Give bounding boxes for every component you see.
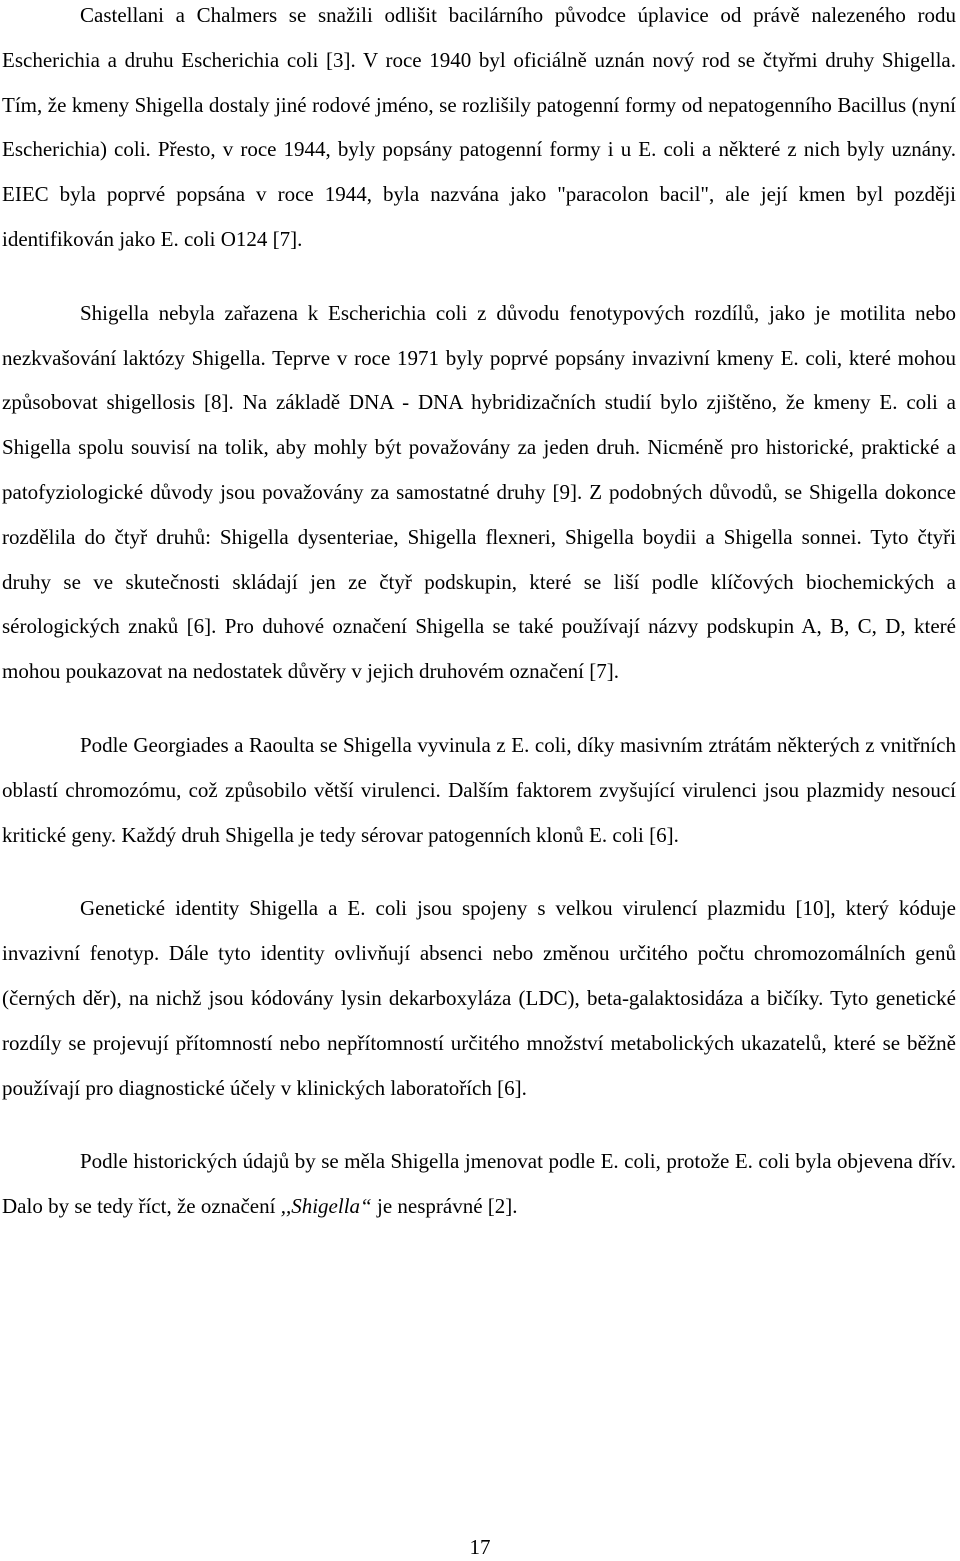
paragraph-4-text: Genetické identity Shigella a E. coli jsou spojeny s velkou virulencí plazmidu [10], který kóduje invazivní fenotyp. Dále tyto identity ovlivňují absenci nebo změnou určitého počtu chromozomálních genů (černých děr), na nichž jsou kódovány lysin dekarboxyláza (LDC), beta-galaktosidáza a bičíky. Tyto genetické rozdíly se projevují přítomností nebo nepřítomností určitého množství metabolických ukazatelů, které se běžně používají pro diagnostické účely v klinických laboratořích [6]. [2, 896, 956, 1100]
paragraph-3-text: Podle Georgiades a Raoulta se Shigella vyvinula z E. coli, díky masivním ztrátám některých z vnitřních oblastí chromozómu, což způsobilo větší virulenci. Dalším faktorem zvyšující virulenci jsou plazmidy nesoucí kritické geny. Každý druh Shigella je tedy sérovar patogenních klonů E. coli [6]. [2, 732, 956, 847]
paragraph-2 [2, 291, 956, 694]
paragraph-5-text: Podle historických údajů by se měla Shigella jmenovat podle E. coli, protože E. coli byla objevena dřív. Dalo by se tedy říct, že označení [2, 1149, 956, 1219]
page-number: 17 [469, 1535, 491, 1559]
paragraph-1 [2, 0, 956, 262]
shigella-italic-term: ,,Shigella“ [280, 1194, 372, 1219]
paragraph-4 [2, 886, 956, 1110]
body-text [2, 0, 956, 1229]
paragraph-3 [2, 723, 956, 857]
paragraph-1-text: Castellani a Chalmers se snažili odlišit bacilárního původce úplavice od právě nalezeného rodu Escherichia a druhu Escherichia coli [3]. V roce 1940 byl oficiálně uznán nový rod se čtyřmi druhy Shigella. Tím, že kmeny Shigella dostaly jiné rodové jméno, se rozlišily patogenní formy od nepatogenního Bacillus (nyní Escherichia) coli. Přesto, v roce 1944, byly popsány patogenní formy i u E. coli a některé z nich byly uznány. EIEC byla poprvé popsána v roce 1944, byla nazvána jako "paracolon bacil", ale její kmen byl později identifikován jako E. coli O124 [7]. [2, 3, 956, 251]
paragraph-5 [2, 1139, 956, 1229]
paragraph-2-text: Shigella nebyla zařazena k Escherichia coli z důvodu fenotypových rozdílů, jako je motilita nebo nezkvašování laktózy Shigella. Teprve v roce 1971 byly poprvé popsány invazivní kmeny E. coli, které mohou způsobovat shigellosis [8]. Na základě DNA - DNA hybridizačních studií bylo zjištěno, že kmeny E. coli a Shigella spolu souvisí na tolik, aby mohly být považovány za jeden druh. Nicméně pro historické, praktické a patofyziologické důvody jsou považovány za samostatné druhy [9]. Z podobných důvodů, se Shigella dokonce rozdělila do čtyř druhů: Shigella dysenteriae, Shigella flexneri, Shigella boydii a Shigella sonnei. Tyto čtyři druhy se ve skutečnosti skládají jen ze čtyř podskupin, které se liší podle klíčových biochemických a sérologických znaků [6]. Pro duhové označení Shigella se také používají názvy podskupin A, B, C, D, které mohou poukazovat na nedostatek důvěry v jejich druhovém označení [7]. [2, 300, 956, 684]
paragraph-5-tail: je nesprávné [2]. [371, 1194, 518, 1219]
